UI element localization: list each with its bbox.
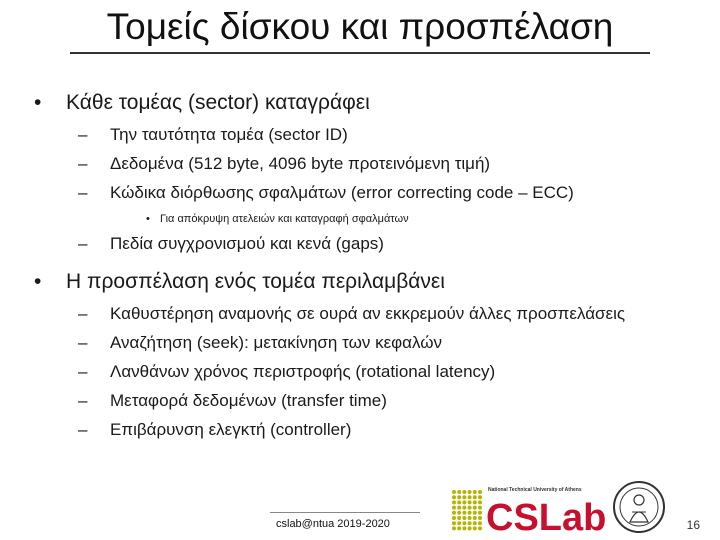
- dash-marker: –: [78, 391, 88, 410]
- logo-dot: [462, 495, 466, 499]
- logo-dot: [478, 495, 482, 499]
- logo-dot: [452, 495, 456, 499]
- logo-dot: [473, 526, 477, 530]
- university-seal: [612, 480, 666, 534]
- sub-bullet-text: Πεδία συγχρονισμού και κενά (gaps): [110, 234, 384, 253]
- sub-bullet-item: [34, 303, 694, 325]
- sub-bullet-item: [34, 233, 694, 255]
- logo-dot: [457, 516, 461, 520]
- sub-bullet-item: [34, 361, 694, 383]
- logo-dot: [457, 511, 461, 515]
- sub-bullet-text: Μεταφορά δεδομένων (transfer time): [110, 391, 387, 410]
- dash-marker: –: [78, 304, 88, 323]
- logo-dot: [452, 526, 456, 530]
- logo-dot: [468, 516, 472, 520]
- slide-title: Τομείς δίσκου και προσπέλαση: [106, 6, 614, 47]
- logo-dot: [468, 500, 472, 504]
- logo-dot: [473, 495, 477, 499]
- bullet-item: [34, 269, 694, 295]
- logo-dot: [462, 516, 466, 520]
- logo-dot: [457, 526, 461, 530]
- logo-dot: [468, 506, 472, 510]
- logo-dot: [457, 490, 461, 494]
- logo-dot: [462, 506, 466, 510]
- dash-marker: –: [78, 234, 88, 253]
- logo-dot: [478, 506, 482, 510]
- logo-dot: [457, 495, 461, 499]
- logo-caption: National Technical University of Athens: [488, 487, 582, 493]
- logo-dot: [462, 511, 466, 515]
- logo-dot: [478, 526, 482, 530]
- logo-dot: [452, 511, 456, 515]
- sub-bullet-text: Λανθάνων χρόνος περιστροφής (rotational latency): [110, 362, 496, 381]
- logo-dot: [452, 490, 456, 494]
- logo-dot: [478, 516, 482, 520]
- sub-bullet-item: [34, 419, 694, 441]
- bullet-item: [34, 90, 694, 116]
- logo-dot: [473, 521, 477, 525]
- bullet-text: Η προσπέλαση ενός τομέα περιλαμβάνει: [66, 270, 445, 293]
- sub-bullet-item: [34, 124, 694, 146]
- sub-bullet-item: [34, 182, 694, 204]
- logo-dot: [462, 500, 466, 504]
- logo-dot: [457, 521, 461, 525]
- logo-dot: [478, 511, 482, 515]
- dash-marker: –: [78, 125, 88, 144]
- sub-bullet-text: Καθυστέρηση αναμονής σε ουρά αν εκκρεμούν άλλες προσπελάσεις: [110, 304, 626, 323]
- logo-dot-grid: [452, 490, 482, 530]
- dash-marker: –: [78, 420, 88, 439]
- bullet-list: [34, 90, 694, 448]
- sub-bullet-item: [34, 390, 694, 412]
- logo-dot: [473, 516, 477, 520]
- footer-text: cslab@ntua 2019-2020: [276, 518, 390, 530]
- bullet-marker: •: [34, 91, 42, 114]
- logo-dot: [462, 521, 466, 525]
- sub-bullet-text: Την ταυτότητα τομέα (sector ID): [110, 125, 348, 144]
- logo-dot: [452, 506, 456, 510]
- sub-sub-bullet-text: Για απόκρυψη ατελειών και καταγραφή σφαλμάτων: [160, 213, 409, 225]
- cslab-logo: [450, 480, 608, 536]
- logo-dot: [473, 490, 477, 494]
- footer-divider: [270, 512, 420, 513]
- title-divider: [70, 52, 650, 54]
- logo-dot: [452, 521, 456, 525]
- logo-dot: [468, 490, 472, 494]
- page-number: 16: [686, 518, 700, 532]
- logo-dot: [468, 526, 472, 530]
- dash-marker: –: [78, 362, 88, 381]
- logo-dot: [462, 526, 466, 530]
- sub-bullet-item: [34, 153, 694, 175]
- logo-text: CSLab: [486, 497, 607, 536]
- dash-marker: –: [78, 333, 88, 352]
- sub-sub-bullet-item: [34, 211, 694, 227]
- bullet-text: Κάθε τομέας (sector) καταγράφει: [66, 91, 370, 114]
- bullet-marker: •: [34, 270, 42, 293]
- logo-dot: [473, 511, 477, 515]
- dash-marker: –: [78, 154, 88, 173]
- logo-dot: [452, 500, 456, 504]
- logo-dot: [473, 506, 477, 510]
- logo-dot: [468, 511, 472, 515]
- sub-bullet-text: Δεδομένα (512 byte, 4096 byte προτεινόμενη τιμή): [110, 154, 491, 173]
- logo-dot: [473, 500, 477, 504]
- logo-dot: [478, 521, 482, 525]
- logo-dot: [468, 495, 472, 499]
- sub-bullet-text: Κώδικα διόρθωσης σφαλμάτων (error correcting code – ECC): [110, 183, 574, 202]
- sub-bullet-item: [34, 332, 694, 354]
- logo-dot: [457, 500, 461, 504]
- logo-dot: [462, 490, 466, 494]
- logo-dot: [457, 506, 461, 510]
- logo-dot: [478, 500, 482, 504]
- sub-bullet-text: Επιβάρυνση ελεγκτή (controller): [110, 420, 352, 439]
- sub-bullet-text: Αναζήτηση (seek): μετακίνηση των κεφαλών: [110, 333, 443, 352]
- logo-dot: [452, 516, 456, 520]
- bullet-marker: •: [146, 213, 150, 225]
- dash-marker: –: [78, 183, 88, 202]
- logo-dot: [478, 490, 482, 494]
- logo-dot: [468, 521, 472, 525]
